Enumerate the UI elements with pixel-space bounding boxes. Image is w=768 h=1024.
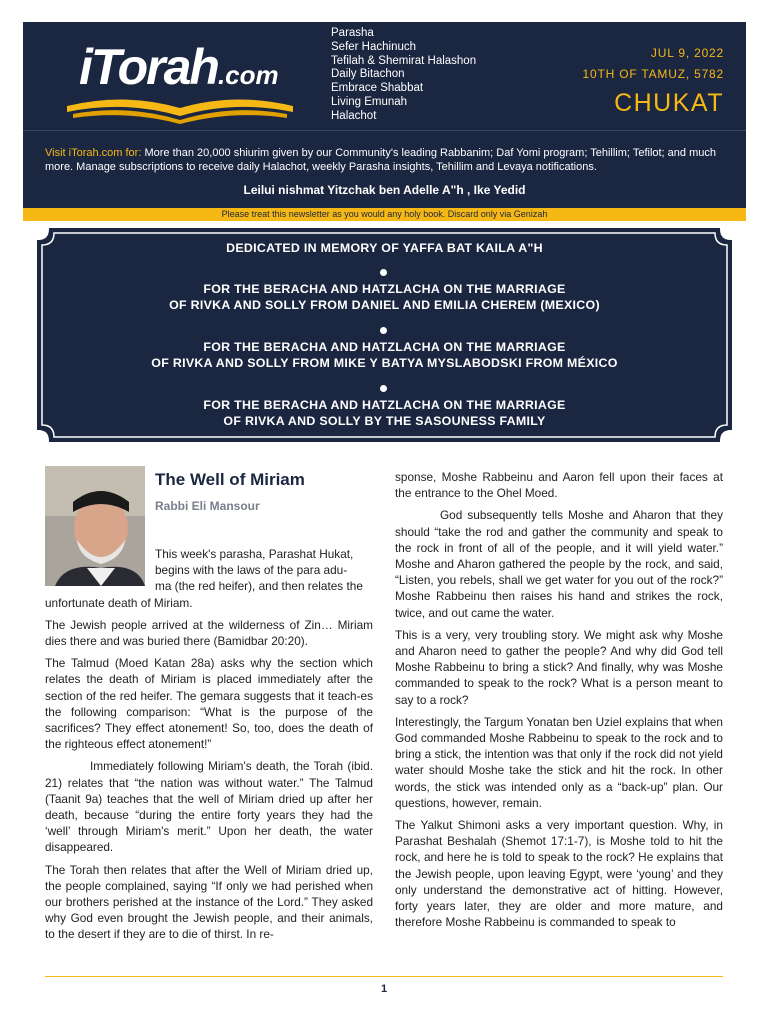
nav-item-daily-bitachon[interactable]: Daily Bitachon (331, 68, 405, 81)
section-nav (331, 27, 476, 124)
dedication-line: FOR THE BERACHA AND HATZLACHA ON THE MARRIAGE (203, 340, 566, 354)
paragraph: The Jewish people arrived at the wilderness of Zin… Miriam dies there and was buried there (Bamidbar 20:20). (45, 617, 373, 649)
article-intro (45, 546, 373, 949)
bullet-dot (380, 327, 387, 334)
nav-item-halachot[interactable]: Halachot (331, 109, 377, 122)
paragraph: sponse, Moshe Rabbeinu and Aaron fell upon their faces at the entrance to the Ohel Moed. (395, 470, 723, 501)
paragraph: This is a very, very troubling story. We might ask why Moshe and Aharon need to gather the people? And why did God tell Moshe Rabbeinu to bring a stick? And finally, why was Moshe commanded to speak to the rock? What is a person meant to say to a rock? (395, 627, 723, 707)
promo-banner (23, 130, 746, 208)
leilui-nishmat: Leilui nishmat Yitzchak ben Adelle A"h , Ike Yedid (243, 183, 526, 197)
gregorian-date: JUL 9, 2022 (650, 46, 724, 60)
genizah-notice: Please treat this newsletter as you would any holy book. Discard only via Genizah (23, 208, 746, 221)
dedication-line: OF RIVKA AND SOLLY FROM MIKE Y BATYA MYSLABODSKI FROM MÉXICO (151, 356, 618, 370)
intro-line: ma (the red heifer), and then relates the (155, 579, 363, 594)
intro-line: This week's parasha, Parashat Hukat, (155, 547, 354, 561)
nav-item-embrace-shabbat[interactable]: Embrace Shabbat (331, 82, 424, 95)
logo-wordmark: iTorah.com (79, 39, 279, 95)
intro-line: begins with the laws of the para adu- (155, 563, 348, 578)
paragraph: The Yalkut Shimoni asks a very important question. Why, in Parashat Beshalah (Shemot 17:1-7), is Moshe told to hit the rock, and here he is told to speak to the rock? He explains that the Jewish people, upon leaving Egypt, were ‘young’ and they only understand the demonstrative act of hitting. However, forty years later, they are older and more mature, and therefore Moshe Rabbeinu is commanded to speak to (395, 818, 723, 930)
paragraph: Immediately following Miriam's death, the Torah (ibid. 21) relates that “the nation was without water.” The Talmud (Taanit 9a) teaches that the well of Miriam dried up after her death, because “during the entire forty years they had the ‘well’ through Miriam's merit.” Upon her death, the water disappeared. (45, 759, 373, 855)
promo-body: More than 20,000 shiurim given by our Community's leading Rabbanim; Daf Yomi program; Tehillim; Tefilot; and much more. Manage subscriptions to receive daily Halachot, weekly Parasha insights, Tehillim and Levaya notifications. (45, 147, 716, 173)
nav-item-tefilah[interactable]: Tefilah & Shemirat Halashon (331, 54, 477, 67)
promo-lead[interactable]: Visit iTorah.com for: (45, 147, 142, 159)
nav-item-parasha[interactable]: Parasha (331, 27, 374, 39)
article-author: Rabbi Eli Mansour (155, 499, 260, 513)
parasha-title: CHUKAT (614, 89, 724, 117)
paragraph: God subsequently tells Moshe and Aharon that they should “take the rod and gather the community and speak to the rock in front of all of the people, and it will yield water.” Moshe and Aharon gathered the people by the rock, and said, “Listen, you rebels, shall we get water for you out of the rock?” Moshe Rabbeinu then raises his hand and strikes the rock, twice, and out came the water. (395, 508, 723, 620)
dedication-line: FOR THE BERACHA AND HATZLACHA ON THE MARRIAGE (203, 282, 566, 296)
dedication-line: OF RIVKA AND SOLLY FROM DANIEL AND EMILIA CHEREM (MEXICO) (169, 298, 600, 312)
article-right-column (395, 469, 723, 936)
dedication-box (36, 227, 733, 443)
masthead (23, 22, 746, 130)
paragraph: The Torah then relates that after the Well of Miriam dried up, the people complained, saying “If only we had perished when our brothers perished at the instance of the Lord.” They asked why God even brought the Jewish people, and their animals, to the desert if they are to die of thirst. In re- (45, 862, 373, 942)
hebrew-date: 10TH OF TAMUZ, 5782 (582, 67, 724, 81)
promo-text (45, 147, 725, 174)
intro-line: unfortunate death of Miriam. (45, 595, 193, 610)
bullet-dot (380, 385, 387, 392)
article-title: The Well of Miriam (155, 470, 305, 489)
paragraph: Interestingly, the Targum Yonatan ben Uziel explains that when God commanded Moshe Rabbeinu to speak to the rock and to bring a stick, the intention was that only if the rock did not yield water should Moshe take the stick and hit the rock. In other words, the stick was intended only as a “back-up” plan. Our questions, however, remain. (395, 714, 723, 810)
dedication-line: OF RIVKA AND SOLLY BY THE SASOUNESS FAMILY (223, 414, 546, 428)
itorah-logo[interactable] (65, 36, 297, 126)
issue-date (583, 43, 724, 85)
nav-item-living-emunah[interactable]: Living Emunah (331, 95, 408, 108)
nav-item-sefer-hachinuch[interactable]: Sefer Hachinuch (331, 40, 417, 53)
open-book-icon (65, 88, 295, 126)
page-number: 1 (380, 983, 388, 995)
bullet-dot (380, 269, 387, 276)
dedication-line: DEDICATED IN MEMORY OF YAFFA BAT KAILA A"H (226, 241, 543, 255)
footer-rule (45, 976, 723, 977)
paragraph: The Talmud (Moed Katan 28a) asks why the section which relates the death of Miriam is placed immediately after the section of the red heifer. The gemara suggests that it teach-es the following comparison: “What is the purpose of the sacrifices? They effect atonement! So, too, does the death of the righteous effect atonement!” (45, 656, 373, 752)
dedication-line: FOR THE BERACHA AND HATZLACHA ON THE MARRIAGE (203, 398, 566, 412)
